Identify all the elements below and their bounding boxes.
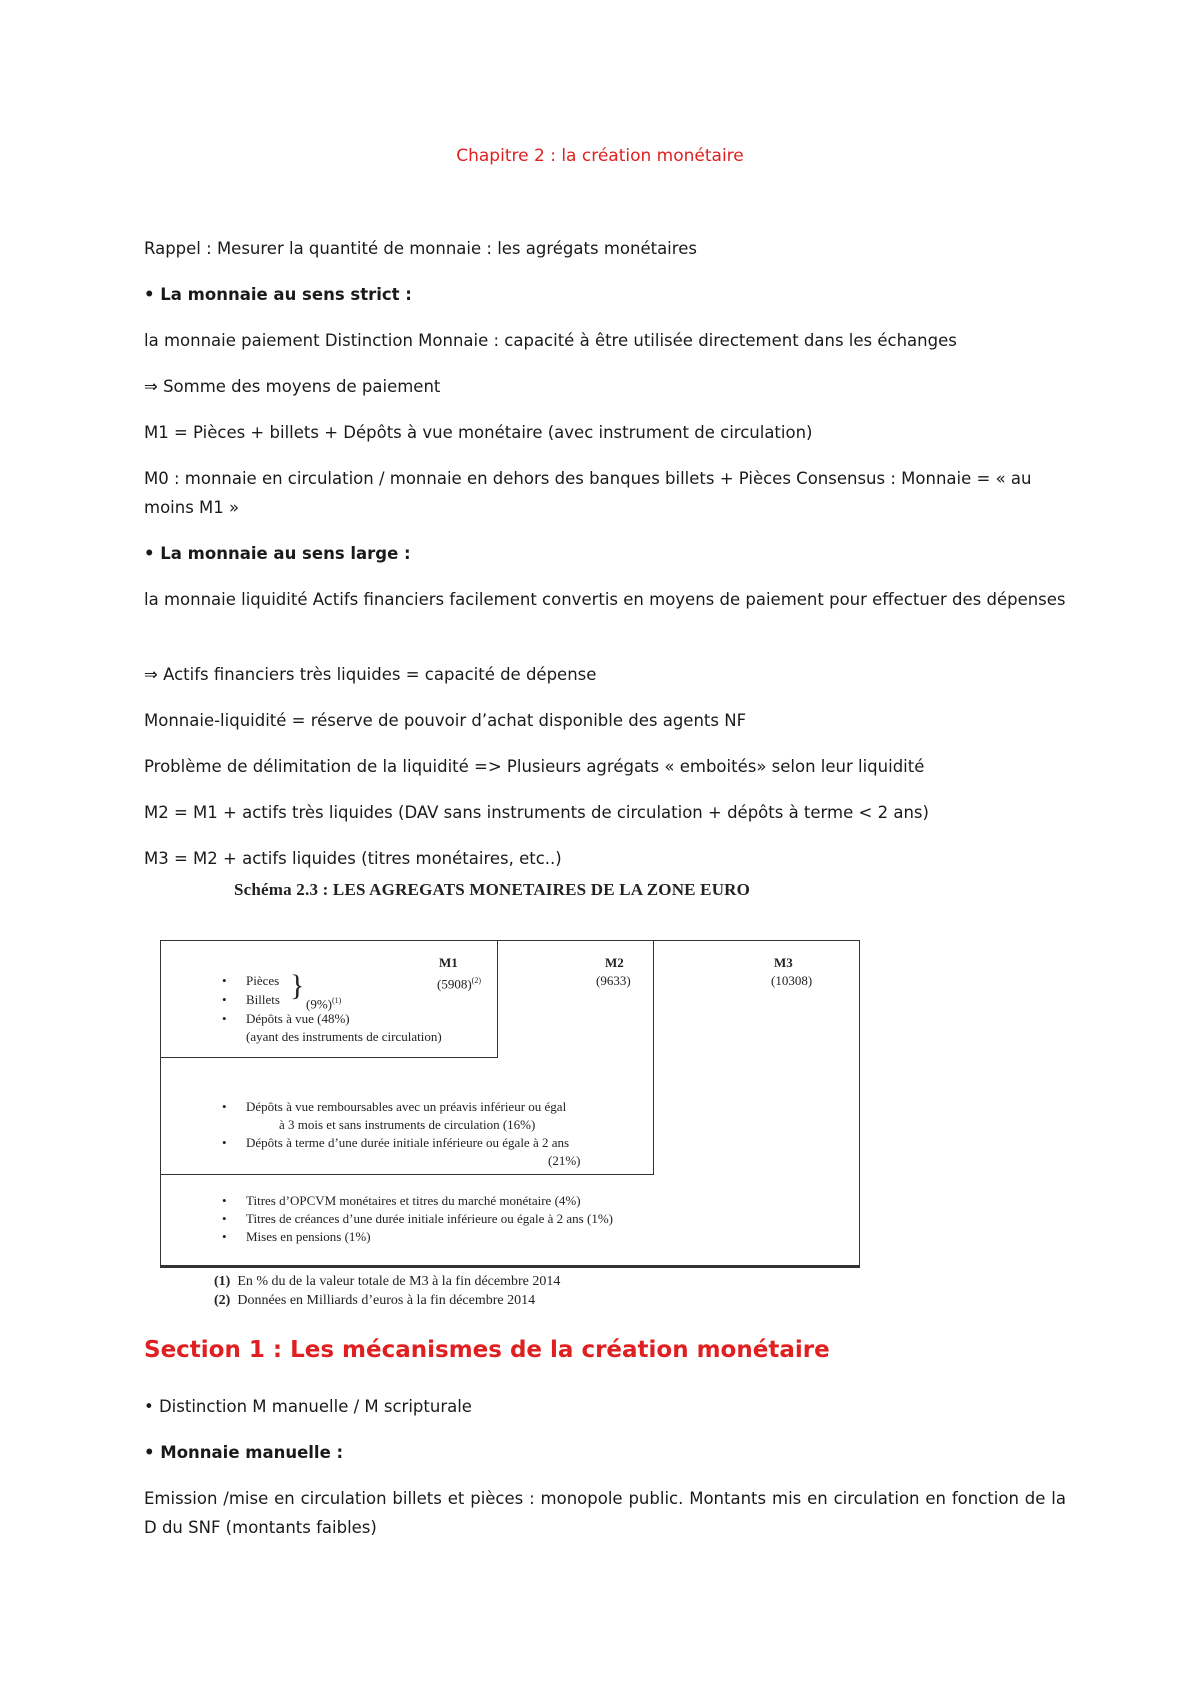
- paragraph-emission: Emission /mise en circulation billets et pièces : monopole public. Montants mis en circulation en fonction de la D du SNF (montants faibles): [144, 1489, 1066, 1537]
- item-billets: • Billets: [246, 991, 280, 1009]
- aggregates-schema-figure: [144, 880, 874, 1320]
- paragraph-somme-moyens: ⇒ Somme des moyens de paiement: [144, 377, 441, 396]
- paragraph-distinction: • Distinction M manuelle / M scripturale: [144, 1397, 472, 1416]
- item-pieces: • Pièces: [246, 972, 279, 990]
- heading-sens-large: • La monnaie au sens large :: [144, 544, 411, 563]
- m3-value: (10308): [771, 973, 813, 988]
- paragraph-m3-definition: M3 = M2 + actifs liquides (titres monétaires, etc..): [144, 849, 562, 868]
- item-pct-pieces-billets: $(9\%)^{(1)}$: [306, 996, 342, 1012]
- item-depots-vue: • Dépôts à vue (48%): [246, 1010, 350, 1028]
- item-titres-creances: • Titres de créances d’une durée initiale inférieure ou égale à 2 ans (1%): [246, 1210, 613, 1228]
- paragraph-m1-definition: M1 = Pièces + billets + Dépôts à vue monétaire (avec instrument de circulation): [144, 423, 813, 442]
- item-depots-note: (ayant des instruments de circulation): [246, 1029, 442, 1044]
- paragraph-delimitation: Problème de délimitation de la liquidité => Plusieurs agrégats « emboités» selon leur liquidité: [144, 757, 925, 776]
- figure-title: Schéma 2.3 : LES AGREGATS MONETAIRES DE LA ZONE EURO: [234, 880, 751, 899]
- paragraph-m2-definition: M2 = M1 + actifs très liquides (DAV sans instruments de circulation + dépôts à terme < 2 ans): [144, 803, 929, 822]
- paragraph-monnaie-paiement: la monnaie paiement Distinction Monnaie : capacité à être utilisée directement dans les échanges: [144, 331, 957, 350]
- m2-value: (9633): [596, 973, 631, 988]
- paragraph-reserve-pouvoir: Monnaie-liquidité = réserve de pouvoir d’achat disponible des agents NF: [144, 711, 747, 730]
- paragraph-monnaie-liquidite: la monnaie liquidité Actifs financiers facilement convertis en moyens de paiement pour effectuer des dépenses: [144, 590, 1066, 609]
- paragraph-rappel: Rappel : Mesurer la quantité de monnaie : les agrégats monétaires: [144, 239, 697, 258]
- item-titres-opcvm: • Titres d’OPCVM monétaires et titres du marché monétaire (4%): [246, 1192, 581, 1210]
- paragraph-m0-definition: M0 : monnaie en circulation / monnaie en dehors des banques billets + Pièces Consensus : Monnaie = « au moins M1 »: [144, 469, 1032, 517]
- brace-icon: }: [290, 969, 305, 1002]
- m2-label: M2: [605, 955, 624, 970]
- item-depots-preavis: • Dépôts à vue remboursables avec un préavis inférieur ou égal: [246, 1098, 566, 1116]
- item-depots-terme-pct: (21%): [548, 1153, 581, 1168]
- paragraph-actifs-liquides: ⇒ Actifs financiers très liquides = capacité de dépense: [144, 665, 597, 684]
- heading-monnaie-manuelle: • Monnaie manuelle :: [144, 1443, 344, 1462]
- footnote-1: (1) En % du de la valeur totale de M3 à la fin décembre 2014: [214, 1274, 561, 1289]
- section-title: Section 1 : Les mécanismes de la création monétaire: [144, 1337, 830, 1363]
- item-depots-preavis-cont: à 3 mois et sans instruments de circulation (16%): [279, 1117, 536, 1132]
- m3-label: M3: [774, 955, 793, 970]
- m1-value: $(5908)^{(2)}$: [437, 976, 481, 992]
- item-depots-terme: • Dépôts à terme d’une durée initiale inférieure ou égale à 2 ans: [246, 1134, 569, 1152]
- item-mises-pensions: • Mises en pensions (1%): [246, 1228, 371, 1246]
- footnote-2: (2) Données en Milliards d’euros à la fin décembre 2014: [214, 1293, 536, 1308]
- m1-label: M1: [439, 955, 458, 970]
- heading-sens-strict: • La monnaie au sens strict :: [144, 285, 412, 304]
- chapter-title: Chapitre 2 : la création monétaire: [456, 146, 744, 166]
